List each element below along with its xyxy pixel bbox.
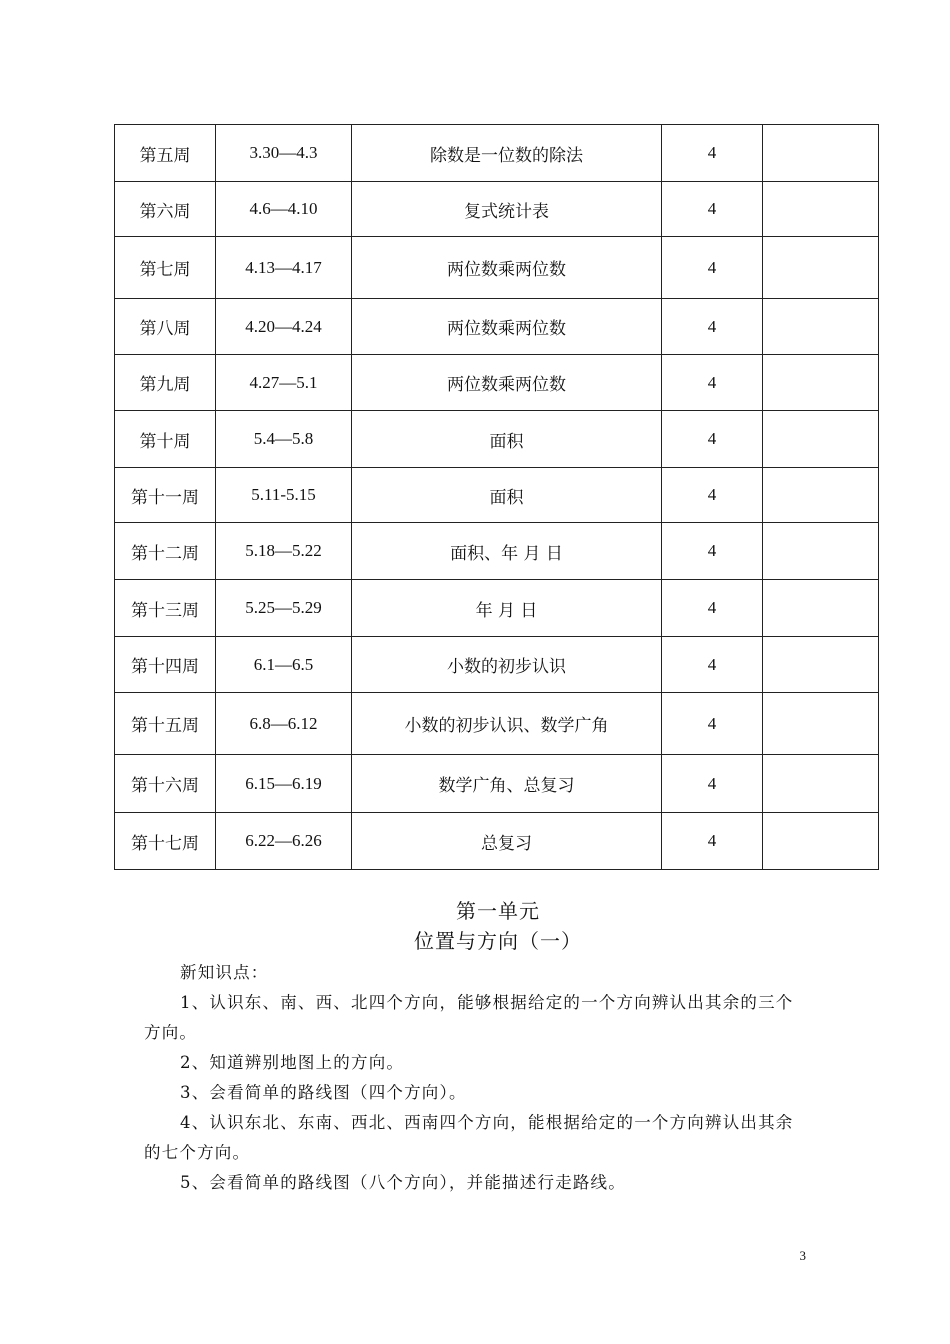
content-cell: 两位数乘两位数 (352, 299, 662, 355)
unit-subtitle: 位置与方向（一） (414, 929, 582, 953)
week-cell: 第五周 (115, 125, 216, 182)
content-cell: 小数的初步认识、数学广角 (352, 693, 662, 755)
table-row (115, 580, 879, 637)
table-row (115, 299, 879, 355)
page-number: 3 (799, 1248, 806, 1263)
table-row (115, 813, 879, 870)
content-cell: 数学广角、总复习 (352, 755, 662, 813)
dates-cell: 4.6—4.10 (216, 182, 352, 237)
content-cell: 两位数乘两位数 (352, 355, 662, 411)
week-cell: 第七周 (115, 237, 216, 299)
week-cell: 第十三周 (115, 580, 216, 637)
content-cell: 面积、年 月 日 (352, 523, 662, 580)
dates-cell: 5.4—5.8 (216, 411, 352, 468)
dates-cell: 5.25—5.29 (216, 580, 352, 637)
table-row (115, 468, 879, 523)
content-cell: 年 月 日 (352, 580, 662, 637)
dates-cell: 4.13—4.17 (216, 237, 352, 299)
dates-cell: 6.8—6.12 (216, 693, 352, 755)
note-cell (763, 125, 879, 182)
hours-cell: 4 (662, 468, 763, 523)
note-cell (763, 813, 879, 870)
week-cell: 第八周 (115, 299, 216, 355)
content-cell: 除数是一位数的除法 (352, 125, 662, 182)
week-cell: 第十五周 (115, 693, 216, 755)
note-cell (763, 411, 879, 468)
knowledge-points-intro: 新知识点： (180, 963, 269, 982)
table-row (115, 637, 879, 693)
knowledge-point-1: 1、认识东、南、西、北四个方向，能够根据给定的一个方向辨认出其余的三个 (180, 993, 794, 1012)
hours-cell: 4 (662, 580, 763, 637)
week-cell: 第九周 (115, 355, 216, 411)
week-cell: 第十一周 (115, 468, 216, 523)
table-row (115, 182, 879, 237)
schedule-table (114, 124, 879, 870)
hours-cell: 4 (662, 411, 763, 468)
dates-cell: 6.15—6.19 (216, 755, 352, 813)
week-cell: 第十七周 (115, 813, 216, 870)
week-cell: 第十四周 (115, 637, 216, 693)
note-cell (763, 523, 879, 580)
dates-cell: 3.30—4.3 (216, 125, 352, 182)
note-cell (763, 355, 879, 411)
hours-cell: 4 (662, 755, 763, 813)
content-cell: 复式统计表 (352, 182, 662, 237)
knowledge-point-2: 2、知道辨别地图上的方向。 (180, 1053, 405, 1072)
note-cell (763, 580, 879, 637)
table-row (115, 355, 879, 411)
note-cell (763, 693, 879, 755)
week-cell: 第十二周 (115, 523, 216, 580)
knowledge-point-3: 3、会看简单的路线图（四个方向）。 (180, 1083, 467, 1102)
dates-cell: 6.1—6.5 (216, 637, 352, 693)
week-cell: 第十六周 (115, 755, 216, 813)
note-cell (763, 299, 879, 355)
table-row (115, 755, 879, 813)
knowledge-point-4: 4、认识东北、东南、西北、西南四个方向，能根据给定的一个方向辨认出其余 (180, 1113, 794, 1132)
table-row (115, 411, 879, 468)
content-cell: 面积 (352, 468, 662, 523)
hours-cell: 4 (662, 237, 763, 299)
dates-cell: 4.27—5.1 (216, 355, 352, 411)
hours-cell: 4 (662, 813, 763, 870)
table-row (115, 237, 879, 299)
schedule-table-body (115, 125, 879, 870)
week-cell: 第六周 (115, 182, 216, 237)
knowledge-point-1-continued: 方向。 (144, 1023, 198, 1042)
hours-cell: 4 (662, 637, 763, 693)
hours-cell: 4 (662, 182, 763, 237)
content-cell: 总复习 (352, 813, 662, 870)
hours-cell: 4 (662, 693, 763, 755)
hours-cell: 4 (662, 299, 763, 355)
note-cell (763, 468, 879, 523)
table-row (115, 523, 879, 580)
hours-cell: 4 (662, 125, 763, 182)
knowledge-point-4-continued: 的七个方向。 (144, 1143, 251, 1162)
note-cell (763, 637, 879, 693)
hours-cell: 4 (662, 355, 763, 411)
note-cell (763, 237, 879, 299)
knowledge-point-5: 5、会看简单的路线图（八个方向），并能描述行走路线。 (180, 1173, 626, 1192)
dates-cell: 6.22—6.26 (216, 813, 352, 870)
unit-title: 第一单元 (456, 899, 540, 923)
dates-cell: 4.20—4.24 (216, 299, 352, 355)
note-cell (763, 182, 879, 237)
note-cell (763, 755, 879, 813)
dates-cell: 5.18—5.22 (216, 523, 352, 580)
content-cell: 两位数乘两位数 (352, 237, 662, 299)
hours-cell: 4 (662, 523, 763, 580)
content-cell: 面积 (352, 411, 662, 468)
content-cell: 小数的初步认识 (352, 637, 662, 693)
dates-cell: 5.11-5.15 (216, 468, 352, 523)
table-row (115, 693, 879, 755)
week-cell: 第十周 (115, 411, 216, 468)
table-row (115, 125, 879, 182)
